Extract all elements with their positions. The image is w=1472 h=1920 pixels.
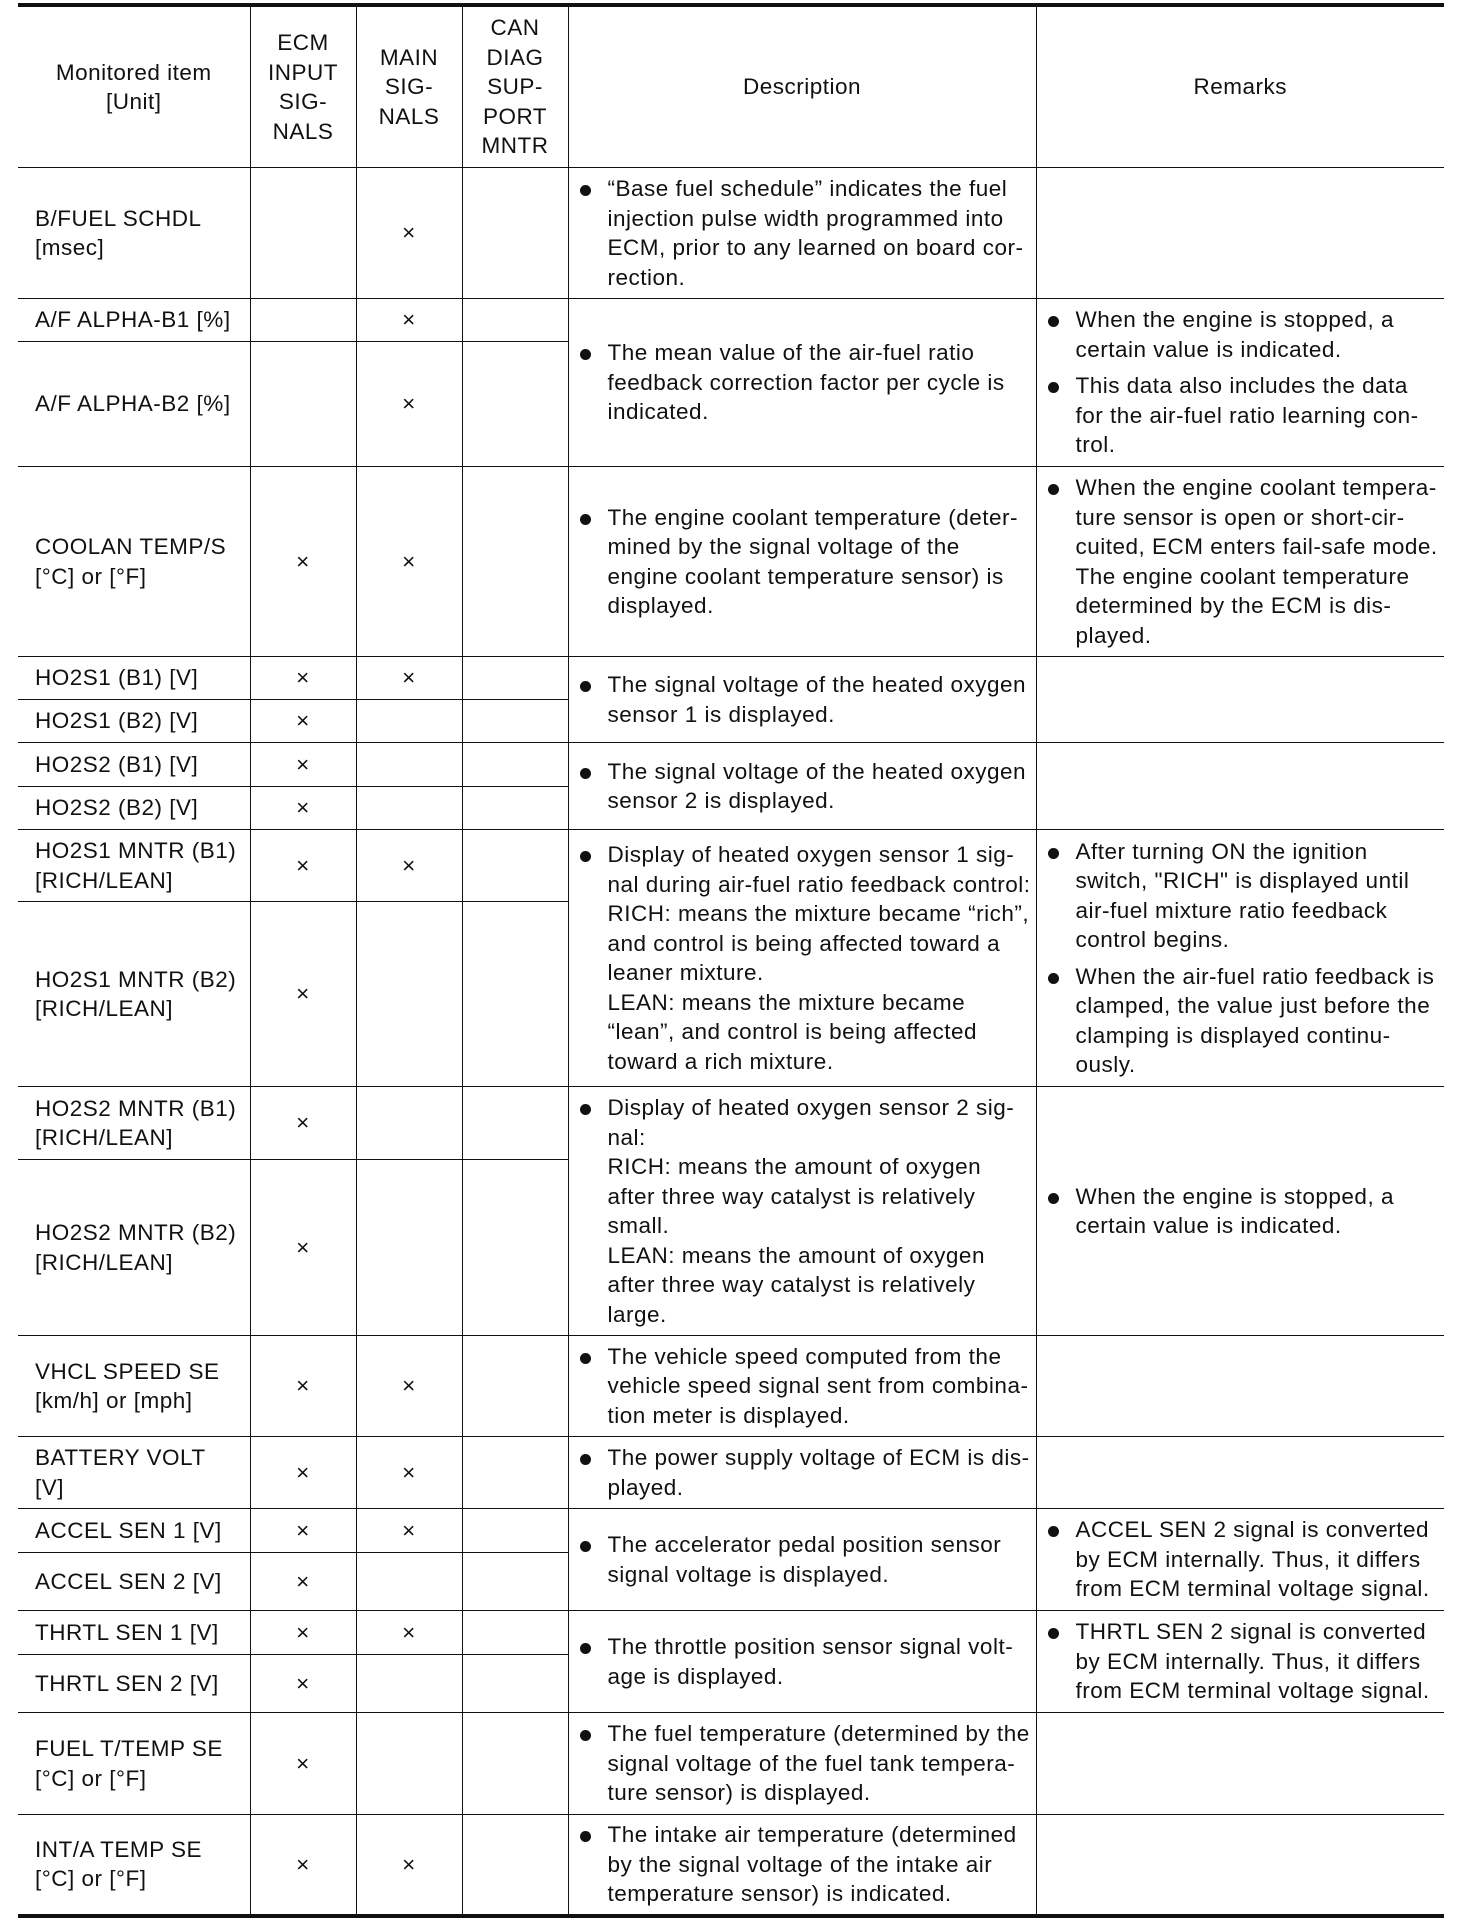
can-diag-support-mark (462, 1713, 568, 1815)
description-bullet (569, 1530, 1036, 1589)
monitored-item: A/F ALPHA-B1 [%] (18, 299, 250, 342)
main-signals-mark: × (356, 299, 462, 342)
remarks-bullet (1037, 473, 1445, 650)
main-signals-mark (356, 902, 462, 1087)
monitored-item: INT/A TEMP SE [°C] or [°F] (18, 1815, 250, 1916)
header-description: Description (568, 5, 1036, 168)
remarks-cell (1036, 299, 1444, 467)
ecm-input-signals-mark: × (250, 657, 356, 700)
ecm-input-signals-mark: × (250, 1087, 356, 1160)
description-text: Display of heated oxygen sensor 2 sig- nal: RICH: means the amount of oxygen after three way catalyst is relatively small. LEAN: means the amount of oxygen after three way catalyst is relatively large. (607, 1095, 1015, 1327)
ecm-input-signals-mark: × (250, 467, 356, 657)
table-row (18, 1815, 1444, 1916)
description-cell (568, 1713, 1036, 1815)
main-signals-mark (356, 1087, 462, 1160)
header-monitored-item: Monitored item [Unit] (18, 5, 250, 168)
remarks-bullet (1037, 962, 1445, 1080)
description-text: Display of heated oxygen sensor 1 sig- nal during air-fuel ratio feedback control: RICH: means the mixture became “rich”, and control is being affected toward a leaner mixture. LEAN: means the mixture became “lean”, and control is being affected toward a rich mixture. (607, 842, 1031, 1074)
ecm-input-signals-mark: × (250, 1336, 356, 1437)
data-monitor-table (18, 3, 1444, 1918)
remarks-cell (1036, 1815, 1444, 1916)
header-can-diag-support-mntr: CAN DIAG SUP- PORT MNTR (462, 5, 568, 168)
table-row (18, 1509, 1444, 1553)
can-diag-support-mark (462, 1611, 568, 1655)
monitored-item: THRTL SEN 2 [V] (18, 1655, 250, 1713)
description-text: “Base fuel schedule” indicates the fuel injection pulse width programmed into ECM, prior to any learned on board cor- rection. (607, 176, 1024, 290)
remarks-cell (1036, 657, 1444, 743)
main-signals-mark: × (356, 1611, 462, 1655)
description-text: The throttle position sensor signal volt- age is displayed. (607, 1634, 1014, 1689)
bullet-icon (1048, 1526, 1059, 1537)
main-signals-mark (356, 1713, 462, 1815)
monitored-item: COOLAN TEMP/S [°C] or [°F] (18, 467, 250, 657)
bullet-icon (580, 851, 591, 862)
bullet-icon (1048, 973, 1059, 984)
monitored-item: ACCEL SEN 2 [V] (18, 1553, 250, 1611)
remarks-text: THRTL SEN 2 signal is converted by ECM internally. Thus, it differs from ECM terminal voltage signal. (1075, 1619, 1430, 1704)
can-diag-support-mark (462, 1553, 568, 1611)
bullet-icon (580, 768, 591, 779)
monitored-item: HO2S2 (B2) [V] (18, 787, 250, 830)
ecm-input-signals-mark (250, 168, 356, 299)
description-bullet (569, 757, 1036, 816)
table-row (18, 299, 1444, 342)
remarks-text: When the engine coolant tempera- ture sensor is open or short-cir- cuited, ECM enters fail-safe mode. The engine coolant temperature determined by the ECM is dis- played. (1075, 475, 1438, 648)
monitored-item: HO2S2 MNTR (B2) [RICH/LEAN] (18, 1160, 250, 1336)
main-signals-mark: × (356, 467, 462, 657)
main-signals-mark: × (356, 830, 462, 902)
bullet-icon (580, 349, 591, 360)
bullet-icon (580, 1831, 591, 1842)
remarks-cell (1036, 1336, 1444, 1437)
ecm-input-signals-mark: × (250, 787, 356, 830)
table-row (18, 1437, 1444, 1509)
main-signals-mark: × (356, 342, 462, 467)
table-row (18, 657, 1444, 700)
description-text: The accelerator pedal position sensor signal voltage is displayed. (607, 1532, 1002, 1587)
remarks-cell (1036, 1713, 1444, 1815)
bullet-icon (580, 1104, 591, 1115)
can-diag-support-mark (462, 787, 568, 830)
bullet-icon (580, 1541, 591, 1552)
remarks-cell (1036, 467, 1444, 657)
monitored-item: FUEL T/TEMP SE [°C] or [°F] (18, 1713, 250, 1815)
description-text: The vehicle speed computed from the vehicle speed signal sent from combina- tion meter is displayed. (607, 1343, 1029, 1428)
can-diag-support-mark (462, 700, 568, 743)
remarks-cell (1036, 1509, 1444, 1611)
bullet-icon (580, 1643, 591, 1654)
bullet-icon (1048, 382, 1059, 393)
bullet-icon (1048, 1193, 1059, 1204)
description-text: The intake air temperature (determined by the signal voltage of the intake air temperature sensor) is indicated. (607, 1822, 1017, 1906)
description-cell (568, 657, 1036, 743)
main-signals-mark (356, 700, 462, 743)
ecm-input-signals-mark: × (250, 1713, 356, 1815)
bullet-icon (580, 681, 591, 692)
remarks-cell (1036, 743, 1444, 830)
bullet-icon (1048, 1628, 1059, 1639)
remarks-cell (1036, 1087, 1444, 1336)
bullet-icon (580, 1353, 591, 1364)
ecm-input-signals-mark: × (250, 1553, 356, 1611)
main-signals-mark (356, 1655, 462, 1713)
monitored-item: THRTL SEN 1 [V] (18, 1611, 250, 1655)
description-bullet (569, 1632, 1036, 1691)
can-diag-support-mark (462, 1336, 568, 1437)
description-cell (568, 1336, 1036, 1437)
description-cell (568, 299, 1036, 467)
remarks-text: When the air-fuel ratio feedback is clamped, the value just before the clamping is displayed continu- ously. (1075, 963, 1435, 1077)
ecm-input-signals-mark: × (250, 902, 356, 1087)
can-diag-support-mark (462, 299, 568, 342)
remarks-cell (1036, 1437, 1444, 1509)
remarks-bullet (1037, 837, 1445, 955)
description-bullet (569, 174, 1036, 292)
monitored-item: HO2S1 (B1) [V] (18, 657, 250, 700)
table-row (18, 1611, 1444, 1655)
header-main-signals: MAIN SIG- NALS (356, 5, 462, 168)
ecm-input-signals-mark: × (250, 1437, 356, 1509)
remarks-bullet (1037, 1182, 1445, 1241)
can-diag-support-mark (462, 902, 568, 1087)
remarks-text: After turning ON the ignition switch, "RICH" is displayed until air-fuel mixture ratio feedback control begins. (1075, 838, 1410, 952)
can-diag-support-mark (462, 1509, 568, 1553)
remarks-cell (1036, 1611, 1444, 1713)
remarks-bullet (1037, 371, 1445, 460)
description-cell (568, 1611, 1036, 1713)
description-cell (568, 1437, 1036, 1509)
description-cell (568, 1509, 1036, 1611)
bullet-icon (580, 185, 591, 196)
can-diag-support-mark (462, 657, 568, 700)
description-bullet (569, 1820, 1036, 1909)
monitored-item: HO2S2 MNTR (B1) [RICH/LEAN] (18, 1087, 250, 1160)
can-diag-support-mark (462, 168, 568, 299)
description-cell (568, 467, 1036, 657)
ecm-input-signals-mark (250, 299, 356, 342)
description-bullet (569, 503, 1036, 621)
description-bullet (569, 1093, 1036, 1329)
monitored-item: A/F ALPHA-B2 [%] (18, 342, 250, 467)
main-signals-mark: × (356, 1336, 462, 1437)
can-diag-support-mark (462, 467, 568, 657)
description-bullet (569, 670, 1036, 729)
table-row (18, 1336, 1444, 1437)
ecm-input-signals-mark: × (250, 700, 356, 743)
description-text: The power supply voltage of ECM is dis- played. (607, 1445, 1030, 1500)
table-row (18, 467, 1444, 657)
ecm-input-signals-mark: × (250, 1509, 356, 1553)
header-remarks: Remarks (1036, 5, 1444, 168)
main-signals-mark: × (356, 1815, 462, 1916)
table-row (18, 168, 1444, 299)
remarks-cell (1036, 168, 1444, 299)
table-row (18, 830, 1444, 902)
monitored-item: HO2S1 MNTR (B1) [RICH/LEAN] (18, 830, 250, 902)
description-bullet (569, 338, 1036, 427)
bullet-icon (580, 1454, 591, 1465)
main-signals-mark (356, 743, 462, 787)
main-signals-mark (356, 1160, 462, 1336)
main-signals-mark (356, 787, 462, 830)
table-body (18, 168, 1444, 1916)
bullet-icon (580, 514, 591, 525)
can-diag-support-mark (462, 743, 568, 787)
ecm-input-signals-mark: × (250, 1160, 356, 1336)
ecm-input-signals-mark: × (250, 743, 356, 787)
ecm-input-signals-mark: × (250, 830, 356, 902)
table-row (18, 1087, 1444, 1160)
header-row (18, 5, 1444, 168)
monitored-item: HO2S1 (B2) [V] (18, 700, 250, 743)
ecm-input-signals-mark: × (250, 1815, 356, 1916)
description-text: The signal voltage of the heated oxygen sensor 1 is displayed. (607, 672, 1027, 727)
description-cell (568, 1087, 1036, 1336)
can-diag-support-mark (462, 342, 568, 467)
monitored-item: B/FUEL SCHDL [msec] (18, 168, 250, 299)
table-row (18, 743, 1444, 787)
can-diag-support-mark (462, 1160, 568, 1336)
description-bullet (569, 840, 1036, 1076)
description-bullet (569, 1342, 1036, 1431)
monitored-item: ACCEL SEN 1 [V] (18, 1509, 250, 1553)
description-bullet (569, 1719, 1036, 1808)
bullet-icon (1048, 484, 1059, 495)
remarks-text: When the engine is stopped, a certain value is indicated. (1075, 1183, 1394, 1238)
main-signals-mark: × (356, 1437, 462, 1509)
main-signals-mark (356, 1553, 462, 1611)
main-signals-mark: × (356, 657, 462, 700)
ecm-input-signals-mark: × (250, 1611, 356, 1655)
remarks-text: This data also includes the data for the air-fuel ratio learning con- trol. (1075, 373, 1419, 458)
remarks-bullet (1037, 1515, 1445, 1604)
can-diag-support-mark (462, 1655, 568, 1713)
remarks-bullet (1037, 1617, 1445, 1706)
remarks-bullet (1037, 305, 1445, 364)
description-text: The signal voltage of the heated oxygen sensor 2 is displayed. (607, 758, 1027, 813)
main-signals-mark: × (356, 168, 462, 299)
description-cell (568, 1815, 1036, 1916)
can-diag-support-mark (462, 1437, 568, 1509)
ecm-input-signals-mark: × (250, 1655, 356, 1713)
description-bullet (569, 1443, 1036, 1502)
monitored-item: BATTERY VOLT [V] (18, 1437, 250, 1509)
table-row (18, 1713, 1444, 1815)
monitored-item: HO2S1 MNTR (B2) [RICH/LEAN] (18, 902, 250, 1087)
remarks-cell (1036, 830, 1444, 1087)
description-cell (568, 743, 1036, 830)
can-diag-support-mark (462, 1087, 568, 1160)
description-text: The mean value of the air-fuel ratio feedback correction factor per cycle is indicated. (607, 340, 1005, 425)
main-signals-mark: × (356, 1509, 462, 1553)
bullet-icon (580, 1730, 591, 1741)
description-text: The engine coolant temperature (deter- mined by the signal voltage of the engine coolant temperature sensor) is displayed. (607, 504, 1018, 618)
header-ecm-input-signals: ECM INPUT SIG- NALS (250, 5, 356, 168)
remarks-text: When the engine is stopped, a certain value is indicated. (1075, 307, 1394, 362)
description-cell (568, 830, 1036, 1087)
monitored-item: VHCL SPEED SE [km/h] or [mph] (18, 1336, 250, 1437)
can-diag-support-mark (462, 1815, 568, 1916)
monitored-item: HO2S2 (B1) [V] (18, 743, 250, 787)
can-diag-support-mark (462, 830, 568, 902)
description-cell (568, 168, 1036, 299)
ecm-input-signals-mark (250, 342, 356, 467)
bullet-icon (1048, 316, 1059, 327)
remarks-text: ACCEL SEN 2 signal is converted by ECM internally. Thus, it differs from ECM terminal voltage signal. (1075, 1517, 1430, 1602)
bullet-icon (1048, 848, 1059, 859)
description-text: The fuel temperature (determined by the signal voltage of the fuel tank tempera- ture sensor) is displayed. (607, 1721, 1030, 1806)
